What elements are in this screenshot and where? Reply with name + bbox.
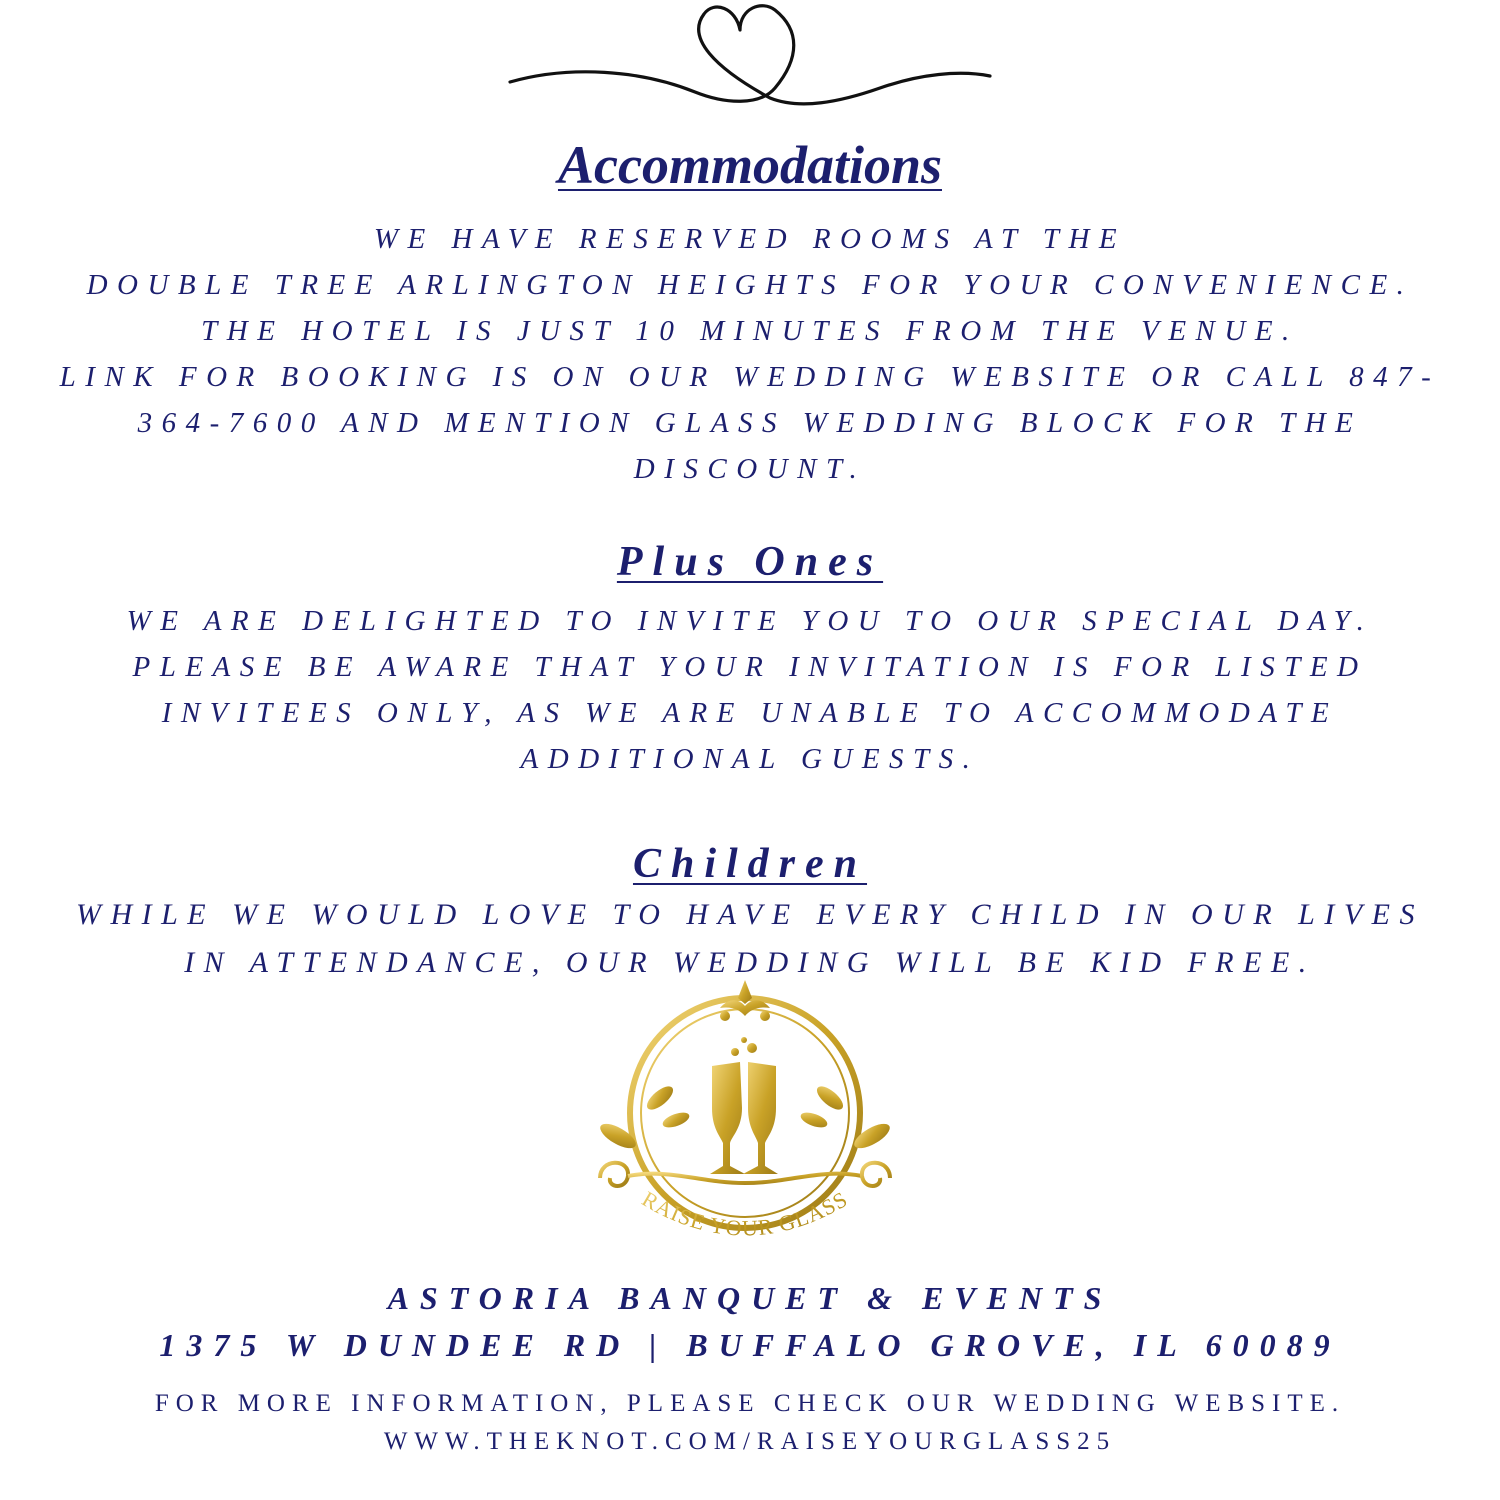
logo-text: RAISE YOUR GLASS [637, 1185, 853, 1241]
footer-info-text: FOR MORE INFORMATION, PLEASE CHECK OUR WEDDING WEBSITE. [154, 1390, 1346, 1417]
champagne-glasses-icon [710, 1037, 778, 1174]
accommodations-line: THE HOTEL IS JUST 10 MINUTES FROM THE VENUE. [201, 315, 1299, 347]
raise-your-glass-logo [580, 978, 910, 1268]
accommodations-line: 364-7600 AND MENTION GLASS WEDDING BLOCK FOR THE [137, 407, 1363, 439]
accommodations-line: DOUBLE TREE ARLINGTON HEIGHTS FOR YOUR CONVENIENCE. [86, 269, 1414, 301]
heart-flourish-icon [500, 0, 1000, 120]
plus-ones-heading: Plus Ones [616, 539, 884, 585]
plus-ones-line: PLEASE BE AWARE THAT YOUR INVITATION IS FOR LISTED [132, 651, 1368, 683]
accommodations-line: DISCOUNT. [633, 453, 867, 485]
plus-ones-line: WE ARE DELIGHTED TO INVITE YOU TO OUR SPECIAL DAY. [126, 605, 1374, 637]
venue-address: 1375 W DUNDEE RD | BUFFALO GROVE, IL 60089 [159, 1327, 1341, 1363]
accommodations-line: WE HAVE RESERVED ROOMS AT THE [373, 223, 1127, 255]
wedding-website-link[interactable]: WWW.THEKNOT.COM/RAISEYOURGLASS25 [383, 1428, 1117, 1455]
children-text [20, 891, 1480, 987]
children-line: IN ATTENDANCE, OUR WEDDING WILL BE KID FREE. [184, 946, 1316, 979]
plus-ones-text [20, 598, 1480, 782]
crest-ring-icon [630, 998, 860, 1228]
accommodations-line: LINK FOR BOOKING IS ON OUR WEDDING WEBSITE OR CALL 847- [59, 361, 1441, 393]
plus-ones-line: ADDITIONAL GUESTS. [520, 743, 980, 775]
accommodations-heading: Accommodations [557, 135, 942, 195]
children-line: WHILE WE WOULD LOVE TO HAVE EVERY CHILD IN OUR LIVES [75, 898, 1425, 931]
venue-name: ASTORIA BANQUET & EVENTS [387, 1280, 1113, 1316]
plus-ones-line: INVITEES ONLY, AS WE ARE UNABLE TO ACCOMMODATE [161, 697, 1339, 729]
accommodations-text [20, 216, 1480, 492]
children-heading: Children [632, 841, 868, 887]
